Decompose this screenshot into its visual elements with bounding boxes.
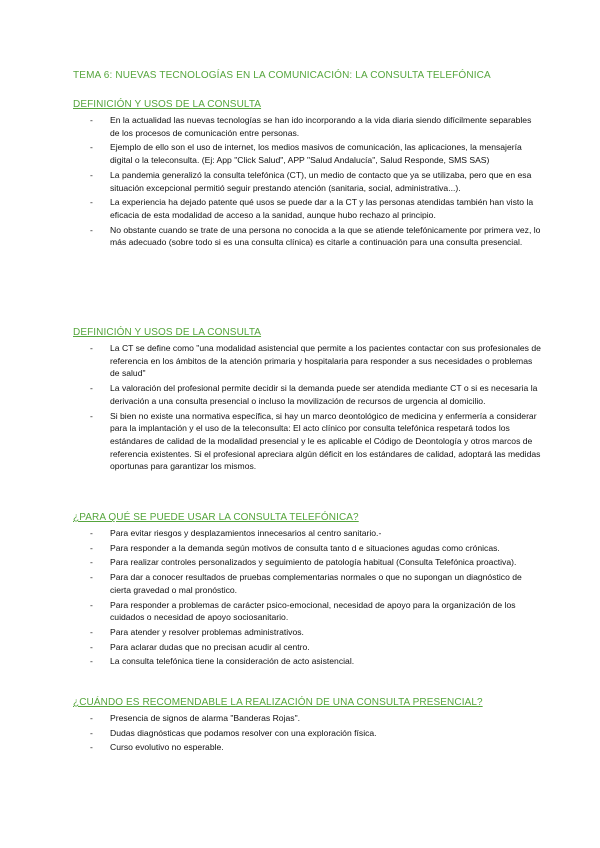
bullet-dash: - (90, 557, 93, 568)
list-item-text: Presencia de signos de alarma "Banderas Rojas". (110, 713, 301, 723)
list-item (73, 224, 543, 249)
list-item (73, 655, 543, 668)
list-item-text: La consulta telefónica tiene la consideración de acto asistencial. (110, 656, 355, 667)
list-item-text: La valoración del profesional permite decidir si la demanda puede ser atendida mediante CT o si es necesaria la derivación a una consulta presencial o incluso la movilización de recursos de urgencia al domicilio. (110, 383, 538, 406)
list-item-text: Para responder a problemas de carácter psico-emocional, necesidad de apoyo para la organización de los cuidados o necesidad de apoyo sociosanitario. (110, 599, 516, 623)
section-definicion-usos-1 (73, 99, 543, 251)
bullet-dash: - (90, 142, 93, 153)
bullet-dash: - (90, 383, 93, 394)
list-item (73, 141, 543, 166)
bullet-dash: - (90, 742, 93, 753)
list-item-text: Dudas diagnósticas que podamos resolver con una exploración física. (110, 727, 377, 738)
bullet-dash: - (90, 656, 93, 667)
list-item-text: Para dar a conocer resultados de pruebas complementarias normales o que no supongan un diagnóstico de cierta gravedad o mal pronóstico. (110, 572, 522, 595)
bullet-dash: - (90, 169, 93, 180)
list-item-text: Ejemplo de ello son el uso de internet, los medios masivos de comunicación, las aplicaciones, la mensajería digital o la teleconsulta. (Ej: App "Click Salud", APP "Salud Andalucía", Salud Responde, SMS SAS) (110, 142, 522, 166)
list-item-text: Si bien no existe una normativa específica, si hay un marco deontológico de medicina y enfermería a considerar para la implantación y el uso de la teleconsulta: El acto clínico por consulta telefónica respetará todos los estándares de calidad de la modalidad presencial y le es aplicable el Código de Deontología y otros marcos de referencia existentes. Si el profesional apreciara algún déficit en los estándares de calidad, adoptará las medidas oportunas para garantizar los mismos. (110, 410, 541, 472)
section-heading: DEFINICIÓN Y USOS DE LA CONSULTA (73, 99, 262, 110)
list-item-text: Curso evolutivo no esperable. (110, 742, 224, 753)
list-item (73, 196, 543, 221)
list-item-text: Para aclarar dudas que no precisan acudir al centro. (110, 641, 310, 652)
list-item (73, 342, 543, 380)
bullet-dash: - (90, 599, 93, 610)
list-item-text: En la actualidad las nuevas tecnologías se han ido incorporando a la vida diaria siendo difícilmente separables de los procesos de comunicación entre personas. (110, 115, 532, 138)
list-item-text: Para realizar controles personalizados y seguimiento de patología habitual (Consulta Telefónica proactiva). (110, 557, 517, 568)
section-definicion-usos-2 (73, 327, 543, 475)
list-item (73, 527, 543, 540)
list-item (73, 556, 543, 569)
bullet-list (73, 342, 543, 473)
bullet-dash: - (90, 727, 93, 738)
bullet-dash: - (90, 641, 93, 652)
bullet-dash: - (90, 542, 93, 553)
bullet-dash: - (90, 528, 93, 538)
bullet-list (73, 527, 543, 668)
bullet-dash: - (90, 713, 93, 723)
bullet-dash: - (90, 197, 93, 208)
bullet-dash: - (90, 224, 93, 235)
list-item (73, 410, 543, 474)
list-item (73, 599, 543, 624)
list-item (73, 542, 543, 555)
list-item (73, 382, 543, 407)
list-item-text: Para responder a la demanda según motivos de consulta tanto d e situaciones agudas como crónicas. (110, 542, 500, 553)
list-item (73, 626, 543, 639)
section-para-que-usar (73, 512, 543, 670)
list-item (73, 169, 543, 194)
bullet-list (73, 712, 543, 754)
bullet-dash: - (90, 410, 93, 421)
list-item-text: La pandemia generalizó la consulta telefónica (CT), un medio de contacto que ya se utilizaba, pero que en esa situación excepcional permitió seguir prestando atención (sanitaria, social, administrativa...). (110, 169, 532, 193)
list-item-text: No obstante cuando se trate de una persona no conocida a la que se atiende telefónicamente por primera vez, lo más adecuado (sobre todo si es una consulta clínica) es citarle a continuación para una consulta presencial. (110, 224, 541, 248)
bullet-dash: - (90, 626, 93, 637)
bullet-dash: - (90, 115, 93, 125)
bullet-dash: - (90, 572, 93, 583)
list-item (73, 727, 543, 740)
list-item (73, 641, 543, 654)
list-item (73, 712, 543, 725)
list-item-text: La CT se define como "una modalidad asistencial que permite a los pacientes contactar con sus profesionales de referencia en los ámbitos de la atención primaria y hospitalaria para responder a sus necesidades o problemas de salud" (110, 343, 541, 379)
list-item-text: La experiencia ha dejado patente qué usos se puede dar a la CT y las personas atendidas también han visto la eficacia de esta modalidad de acceso a la sanidad, aunque hubo rechazo al principio. (110, 197, 534, 220)
list-item-text: Para evitar riesgos y desplazamientos innecesarios al centro sanitario.- (110, 528, 382, 538)
bullet-dash: - (90, 343, 93, 353)
list-item (73, 741, 543, 754)
list-item (73, 571, 543, 596)
section-heading: ¿CUÁNDO ES RECOMENDABLE LA REALIZACIÓN DE UNA CONSULTA PRESENCIAL? (73, 697, 483, 708)
section-heading: ¿PARA QUÉ SE PUEDE USAR LA CONSULTA TELEFÓNICA? (73, 512, 359, 523)
document-title: TEMA 6: NUEVAS TECNOLOGÍAS EN LA COMUNICACIÓN: LA CONSULTA TELEFÓNICA (73, 70, 491, 81)
list-item-text: Para atender y resolver problemas administrativos. (110, 626, 304, 637)
bullet-list (73, 114, 543, 249)
section-cuando-consulta-presencial (73, 697, 543, 756)
list-item (73, 114, 543, 139)
section-heading: DEFINICIÓN Y USOS DE LA CONSULTA (73, 327, 262, 338)
